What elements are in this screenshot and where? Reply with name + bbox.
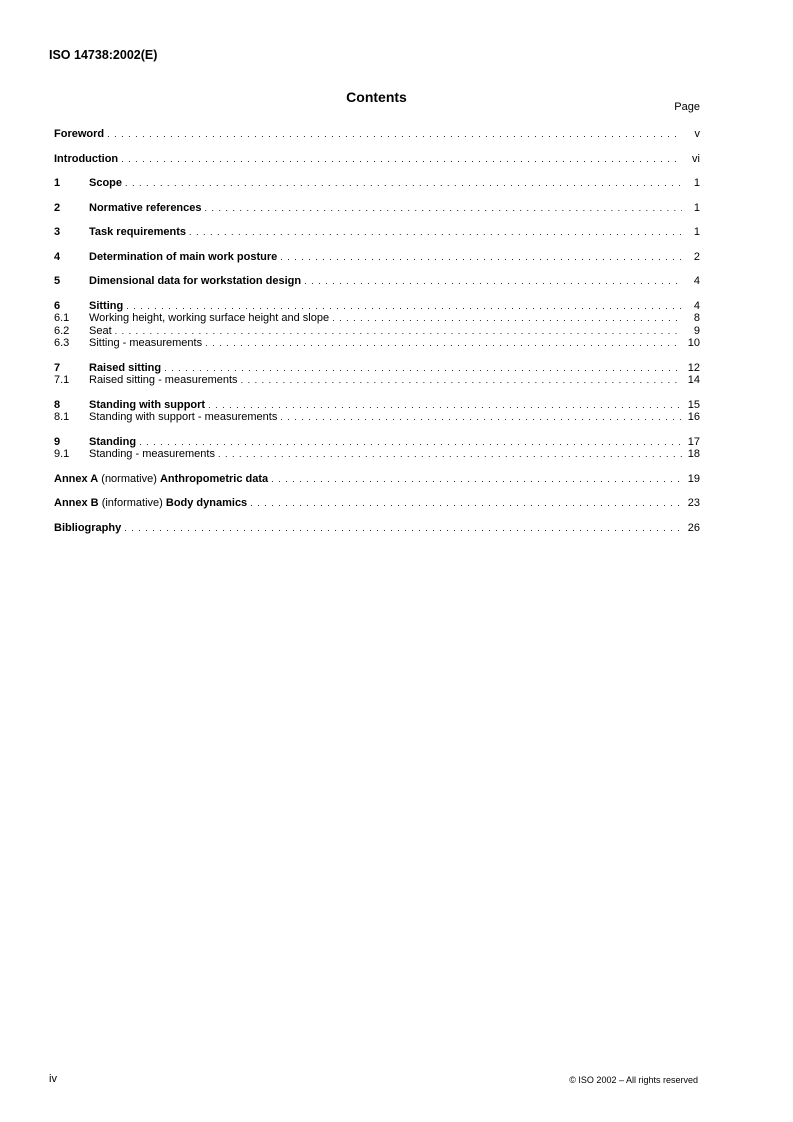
toc-entry-page: 1 — [693, 226, 700, 238]
toc-entry[interactable] — [54, 300, 700, 313]
toc-entry-page: v — [694, 128, 700, 140]
toc-entry-page: 8 — [693, 312, 700, 324]
dot-leader — [280, 411, 681, 424]
dot-leader — [121, 153, 682, 166]
toc-group — [54, 522, 700, 535]
toc-entry-page: vi — [692, 152, 700, 165]
toc-entry-page: 19 — [687, 472, 700, 485]
dot-leader — [218, 448, 682, 461]
toc-entry-number: 6.3 — [54, 337, 70, 349]
toc-entry-title: Introduction — [54, 152, 119, 165]
footer-copyright: © ISO 2002 – All rights reserved — [569, 1075, 698, 1085]
dot-leader — [126, 300, 682, 313]
toc-entry-number: 4 — [54, 250, 61, 263]
page-title: Contents — [346, 89, 407, 105]
toc-entry[interactable] — [54, 312, 700, 325]
toc-group — [54, 399, 700, 424]
dot-leader — [164, 362, 682, 375]
toc-entry-page: 16 — [687, 411, 700, 423]
toc-entry[interactable] — [54, 202, 700, 215]
footer-page-number: iv — [49, 1073, 57, 1085]
toc-group — [54, 436, 700, 461]
toc-entry-title: Standing with support - measurements — [89, 411, 278, 423]
toc-group — [54, 300, 700, 350]
toc-entry-number: 8 — [54, 398, 61, 411]
toc-entry-title: Working height, working surface height and slope — [89, 312, 330, 324]
toc-entry-page: 23 — [687, 497, 700, 509]
toc-entry[interactable] — [54, 436, 700, 449]
dot-leader — [115, 325, 682, 338]
toc-group — [54, 202, 700, 215]
toc-entry-page: 4 — [693, 275, 700, 287]
toc-entry-title: Standing with support — [89, 398, 206, 411]
page-column-label: Page — [674, 101, 700, 113]
dot-leader — [205, 202, 682, 215]
toc-entry-number: 9 — [54, 435, 61, 448]
toc-entry-title: Raised sitting — [89, 361, 162, 374]
toc-group — [54, 177, 700, 190]
toc-entry-number: 6.1 — [54, 312, 70, 324]
annex-label: Annex B — [54, 497, 99, 509]
toc-entry-title — [54, 497, 250, 510]
toc-entry-page: 15 — [687, 398, 700, 411]
toc-entry[interactable] — [54, 128, 700, 141]
toc-entry[interactable] — [54, 448, 700, 461]
toc-entry[interactable] — [54, 226, 700, 239]
annex-title: Body dynamics — [165, 497, 248, 509]
annex-kind: (informative) — [101, 497, 163, 509]
toc-entry[interactable] — [54, 411, 700, 424]
toc-entry-title: Foreword — [54, 128, 105, 140]
toc-entry-number: 1 — [54, 177, 61, 189]
document-id: ISO 14738:2002(E) — [49, 48, 158, 62]
toc-entry[interactable] — [54, 153, 700, 166]
toc-entry-title: Sitting - measurements — [89, 337, 203, 349]
toc-entry-page: 4 — [693, 299, 700, 312]
toc-entry[interactable] — [54, 325, 700, 338]
toc-entry-number: 7 — [54, 361, 61, 374]
toc-entry-title — [54, 473, 271, 486]
table-of-contents — [54, 128, 700, 546]
toc-entry-number: 7.1 — [54, 374, 70, 386]
toc-entry[interactable] — [54, 337, 700, 350]
toc-entry-page: 26 — [687, 521, 700, 534]
toc-entry-number: 6.2 — [54, 324, 70, 337]
toc-entry-title: Standing — [89, 435, 137, 448]
toc-entry-title: Seat — [89, 324, 112, 337]
toc-entry-title: Standing - measurements — [89, 448, 215, 460]
toc-entry-page: 17 — [687, 435, 700, 448]
toc-entry-page: 1 — [693, 177, 700, 189]
dot-leader — [280, 251, 682, 264]
toc-entry-number: 8.1 — [54, 411, 70, 423]
dot-leader — [139, 436, 682, 449]
toc-entry[interactable] — [54, 177, 700, 190]
toc-entry-title: Dimensional data for workstation design — [89, 275, 302, 287]
annex-label: Annex A — [54, 472, 99, 485]
toc-entry-number: 3 — [54, 226, 61, 238]
toc-group — [54, 226, 700, 239]
dot-leader — [189, 226, 682, 239]
toc-entry-number: 5 — [54, 275, 61, 287]
toc-entry-page: 9 — [693, 324, 700, 337]
dot-leader — [125, 177, 682, 190]
dot-leader — [241, 374, 682, 387]
toc-group — [54, 275, 700, 288]
toc-entry-title: Task requirements — [89, 226, 187, 238]
toc-group — [54, 497, 700, 510]
toc-entry[interactable] — [54, 362, 700, 375]
toc-entry-title: Sitting — [89, 299, 124, 312]
toc-entry[interactable] — [54, 473, 700, 486]
toc-entry[interactable] — [54, 374, 700, 387]
toc-entry[interactable] — [54, 399, 700, 412]
toc-entry-page: 10 — [687, 337, 700, 349]
toc-entry-title: Bibliography — [54, 521, 122, 534]
toc-group — [54, 251, 700, 264]
toc-entry-number: 9.1 — [54, 448, 70, 460]
toc-group — [54, 362, 700, 387]
toc-entry-title: Raised sitting - measurements — [89, 374, 238, 386]
toc-entry-title: Scope — [89, 177, 123, 189]
dot-leader — [304, 275, 682, 288]
dot-leader — [332, 312, 682, 325]
toc-group — [54, 153, 700, 166]
dot-leader — [107, 128, 682, 141]
dot-leader — [208, 399, 682, 412]
annex-kind: (normative) — [101, 472, 157, 485]
toc-entry-page: 14 — [687, 374, 700, 386]
toc-group — [54, 473, 700, 486]
toc-entry-title: Determination of main work posture — [89, 250, 278, 263]
dot-leader — [271, 473, 682, 486]
toc-entry-page: 18 — [687, 448, 700, 460]
toc-group — [54, 128, 700, 141]
toc-entry-page: 12 — [687, 361, 700, 374]
toc-entry-number: 2 — [54, 201, 61, 214]
toc-entry[interactable] — [54, 275, 700, 288]
annex-title: Anthropometric data — [159, 472, 269, 485]
toc-entry-title: Normative references — [89, 201, 202, 214]
toc-entry[interactable] — [54, 497, 700, 510]
toc-entry[interactable] — [54, 522, 700, 535]
dot-leader — [205, 337, 682, 350]
dot-leader — [124, 522, 682, 535]
toc-entry-page: 1 — [693, 201, 700, 214]
dot-leader — [250, 497, 682, 510]
toc-entry-number: 6 — [54, 299, 61, 312]
toc-entry-page: 2 — [693, 250, 700, 263]
toc-entry[interactable] — [54, 251, 700, 264]
